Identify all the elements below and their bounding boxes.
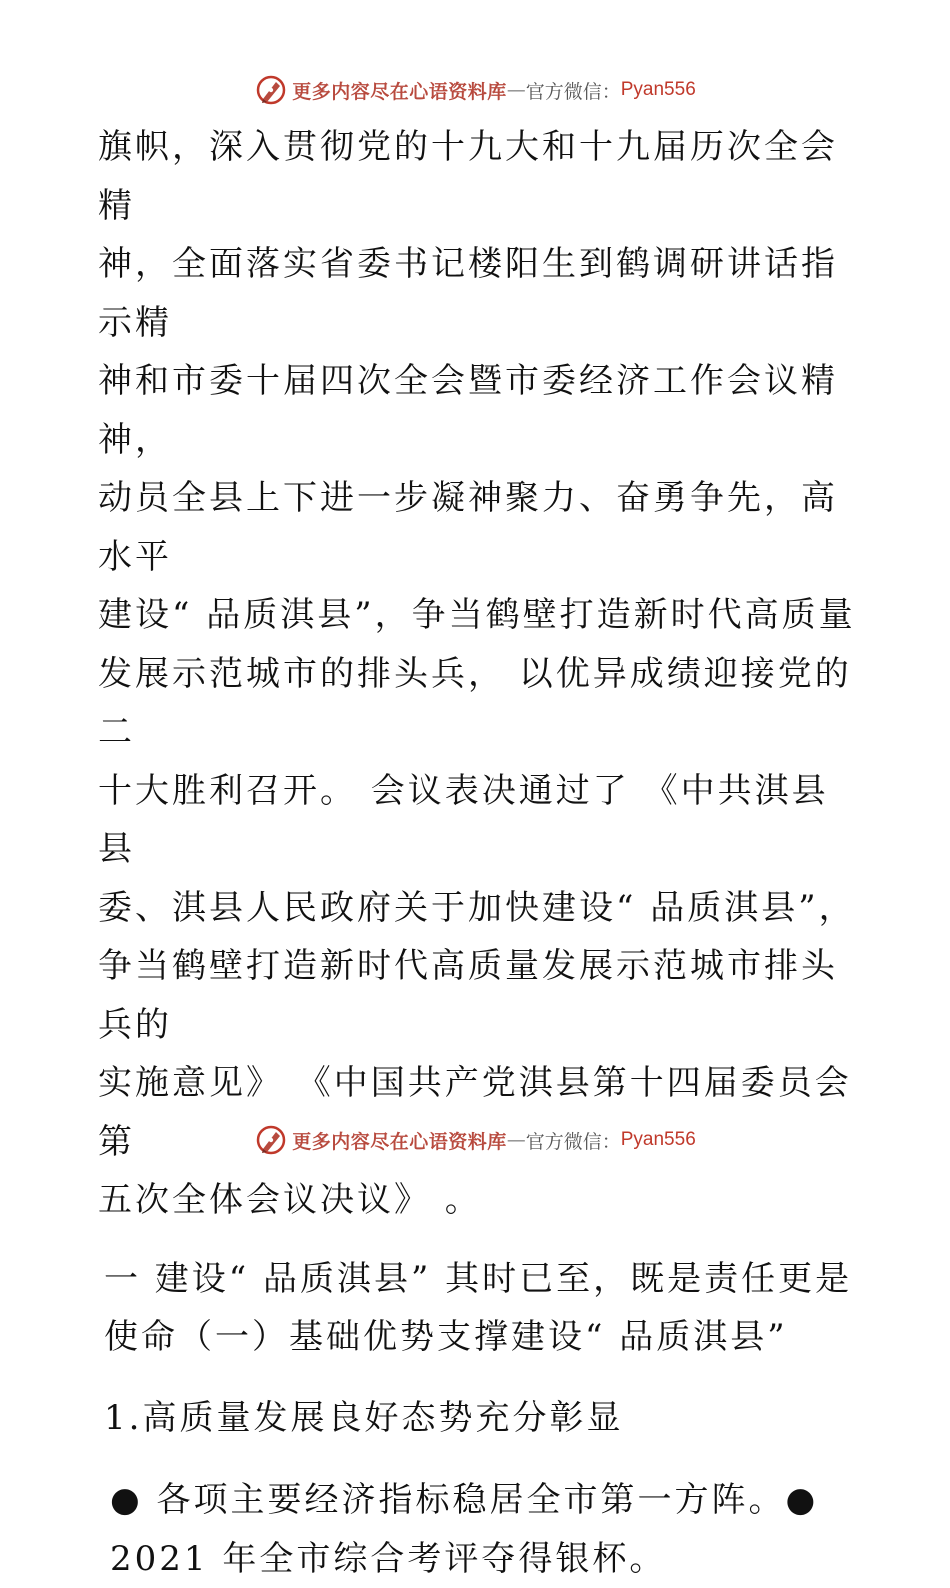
bullet-list: ● 各项主要经济指标稳居全市第一方阵。● 2021 年全市综合考评夺得银杯。: [110, 1480, 819, 1579]
banner-brand-text: 更多内容尽在心语资料库: [292, 80, 507, 103]
banner-brand-text: 更多内容尽在心语资料库: [292, 1130, 507, 1153]
body-paragraph: 旗帜，深入贯彻党的十九大和十九届历次全会精 神，全面落实省委书记楼阳生到鹤调研讲话指示精 神和市委十届四次全会暨市委经济工作会议精神， 动员全县上下进一步凝神聚力、奋勇争先，高水平 建设“ 品质淇县”，争当鹤壁打造新时代高质量 发展示范城市的排头兵， 以优异成绩迎接党的二 十大胜利召开。 会议表决通过了 《中共淇县县 委、淇县人民政府关于加快建设“ 品质淇县”， 争当鹤壁打造新时代高质量发展示范城市排头兵的 实施意见》 《中国共产党淇县第十四届委员会第 五次全体会议决议》 。: [98, 127, 856, 1220]
banner-separator: —: [506, 79, 526, 101]
footer-watermark-banner: [0, 1120, 950, 1160]
banner-wechat-label: 官方微信：: [525, 80, 621, 103]
pen-nib-logo-icon: [254, 73, 288, 107]
banner-wechat-label: 官方微信：: [525, 1130, 621, 1153]
pen-nib-logo-icon: [254, 1123, 288, 1157]
banner-wechat-id: Pyan556: [620, 1129, 696, 1150]
document-body: [98, 118, 858, 1588]
subsection-heading: 1.高质量发展良好态势充分彰显: [104, 1397, 624, 1438]
section-heading: 一 建设“ 品质淇县” 其时已至，既是责任更是 使命（一）基础优势支撑建设“ 品质淇县”: [104, 1258, 853, 1357]
banner-separator: —: [506, 1129, 526, 1151]
header-watermark-banner: [0, 70, 950, 110]
banner-wechat-id: Pyan556: [620, 79, 696, 100]
